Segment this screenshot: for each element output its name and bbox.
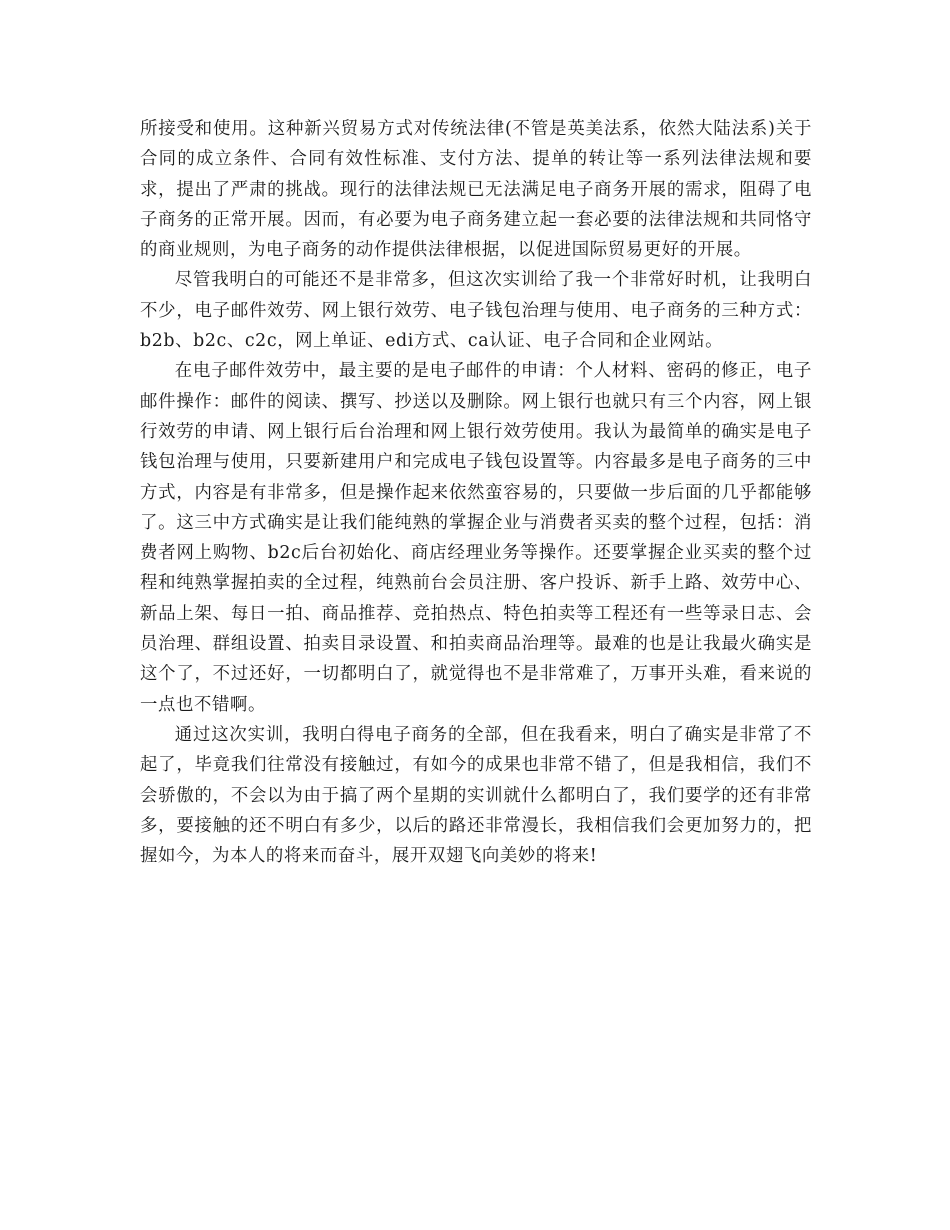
paragraph-2: 尽管我明白的可能还不是非常多，但这次实训给了我一个非常好时机，让我明白不少，电子邮件效劳、网上银行效劳、电子钱包治理与使用、电子商务的三种方式：b2b、b2c、c2c，网上单证、edi方式、ca认证、电子合同和企业网站。: [140, 270, 812, 352]
document-body: [140, 114, 812, 871]
paragraph-3: 在电子邮件效劳中，最主要的是电子邮件的申请：个人材料、密码的修正，电子邮件操作：邮件的阅读、撰写、抄送以及删除。网上银行也就只有三个内容，网上银行效劳的申请、网上银行后台治理和网上银行效劳使用。我认为最简单的确实是电子钱包治理与使用，只要新建用户和完成电子钱包设置等。内容最多是电子商务的三中方式，内容是有非常多，但是操作起来依然蛮容易的，只要做一步后面的几乎都能够了。这三中方式确实是让我们能纯熟的掌握企业与消费者买卖的整个过程，包括：消费者网上购物、b2c后台初始化、商店经理业务等操作。还要掌握企业买卖的整个过程和纯熟掌握拍卖的全过程，纯熟前台会员注册、客户投诉、新手上路、效劳中心、新品上架、每日一拍、商品推荐、竞拍热点、特色拍卖等工程还有一些等录日志、会员治理、群组设置、拍卖目录设置、和拍卖商品治理等。最难的也是让我最火确实是这个了，不过还好，一切都明白了，就觉得也不是非常难了，万事开头难，看来说的一点也不错啊。: [140, 361, 812, 715]
paragraph-4: 通过这次实训，我明白得电子商务的全部，但在我看来，明白了确实是非常了不起了，毕竟我们往常没有接触过，有如今的成果也非常不错了，但是我相信，我们不会骄傲的，不会以为由于搞了两个星期的实训就什么都明白了，我们要学的还有非常多，要接触的还不明白有多少，以后的路还非常漫长，我相信我们会更加努力的，把握如今，为本人的将来而奋斗，展开双翅飞向美妙的将来!: [140, 724, 812, 867]
paragraph-1: 所接受和使用。这种新兴贸易方式对传统法律(不管是英美法系，依然大陆法系)关于合同的成立条件、合同有效性标准、支付方法、提单的转让等一系列法律法规和要求，提出了严肃的挑战。现行的法律法规已无法满足电子商务开展的需求，阻碍了电子商务的正常开展。因而，有必要为电子商务建立起一套必要的法律法规和共同恪守的商业规则，为电子商务的动作提供法律根据，以促进国际贸易更好的开展。: [140, 119, 812, 261]
